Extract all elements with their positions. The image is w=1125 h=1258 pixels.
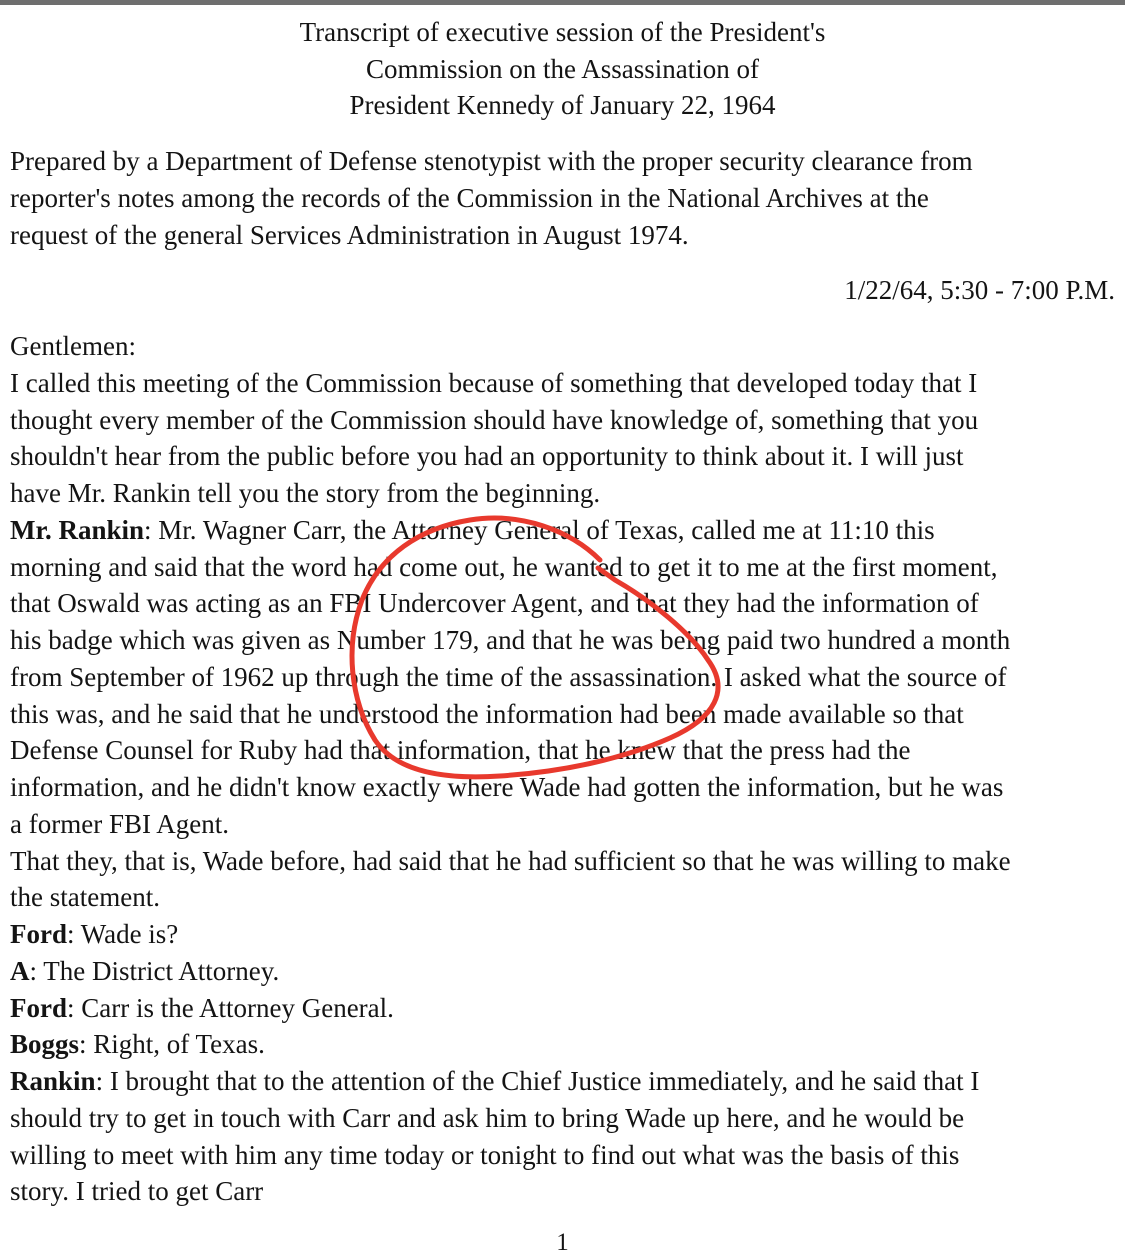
transcript-line [10,732,1120,769]
line-text: Gentlemen: [10,331,136,361]
transcript-line [10,549,1120,586]
line-text: the statement. [10,882,160,913]
line-text: That they, that is, Wade before, had said that he had sufficient so that he was willing to make [10,845,1011,876]
speaker-name: Boggs [10,1029,80,1060]
transcript-line [10,696,1120,733]
title-line: President Kennedy of January 22, 1964 [349,90,776,120]
title-line: Commission on the Assassination of [365,53,760,84]
document-title [0,14,1125,124]
transcript-line [10,402,1120,439]
line-text: Defense Counsel for Ruby had that information, that he knew that the press had the [10,735,911,766]
transcript-line [10,512,1120,549]
transcript-line [10,1063,1120,1100]
transcript-line [10,990,1120,1027]
title-line: Transcript of executive session of the President's [299,17,826,47]
transcript-line [10,879,1120,916]
intro-line: Prepared by a Department of Defense stenotypist with the proper security clearance from [10,146,973,176]
transcript-line [10,328,1120,365]
line-text: from September of 1962 up through the time of the assassination. I asked what the source of [10,661,1007,692]
transcript-line [10,916,1120,953]
transcript-line [10,1137,1120,1174]
line-text: shouldn't hear from the public before you had an opportunity to think about it. I will just [10,441,964,472]
speaker-name: Ford [10,919,67,949]
line-text: a former FBI Agent. [10,808,229,839]
transcript-line [10,475,1120,512]
transcript-line [10,438,1120,475]
top-border [0,0,1125,5]
intro-paragraph [10,143,1120,254]
transcript-line [10,365,1120,402]
transcript-line [10,1026,1120,1063]
transcript-line [10,659,1120,696]
line-text: : The District Attorney. [29,955,280,986]
line-text: : Right, of Texas. [79,1029,265,1060]
speaker-name: A [10,955,30,986]
line-text: should try to get in touch with Carr and ask him to bring Wade up here, and he would be [10,1102,965,1133]
line-text: willing to meet with him any time today or tonight to find out what was the basis of this [10,1139,960,1170]
line-text: thought every member of the Commission should have knowledge of, something that you [10,404,979,435]
transcript-line [10,585,1120,622]
line-text: : Wade is? [67,919,179,949]
transcript-line [10,1100,1120,1137]
page-number: 1 [556,1229,569,1256]
line-text: I called this meeting of the Commission because of something that developed today that I [10,367,978,398]
transcript-line [10,769,1120,806]
line-text: that Oswald was acting as an FBI Undercover Agent, and that they had the information of [10,588,979,619]
transcript-line [10,806,1120,843]
intro-line: request of the general Services Administration in August 1974. [10,220,689,250]
line-text: : I brought that to the attention of the Chief Justice immediately, and he said that I [95,1066,980,1096]
transcript-body [10,328,1120,1210]
session-time: 1/22/64, 5:30 - 7:00 P.M. [844,275,1115,305]
line-text: morning and said that the word had come out, he wanted to get it to me at the first moment, [10,551,998,582]
intro-line: reporter's notes among the records of the Commission in the National Archives at the [10,183,929,213]
line-text: his badge which was given as Number 179, and that he was being paid two hundred a month [10,625,1011,655]
speaker-name: Rankin [10,1066,96,1096]
transcript-line [10,953,1120,990]
speaker-name: Ford [10,992,67,1023]
line-text: this was, and he said that he understood the information had been made available so that [10,698,964,729]
transcript-line [10,1173,1120,1210]
speaker-name: Mr. Rankin [10,514,145,545]
line-text: have Mr. Rankin tell you the story from the beginning. [10,478,601,508]
transcript-line [10,843,1120,880]
line-text: story. I tried to get Carr [10,1176,264,1207]
line-text: information, and he didn't know exactly where Wade had gotten the information, but he was [10,772,1004,802]
line-text: : Mr. Wagner Carr, the Attorney General of Texas, called me at 11:10 this [144,514,935,545]
line-text: : Carr is the Attorney General. [67,992,394,1023]
transcript-line [10,622,1120,659]
